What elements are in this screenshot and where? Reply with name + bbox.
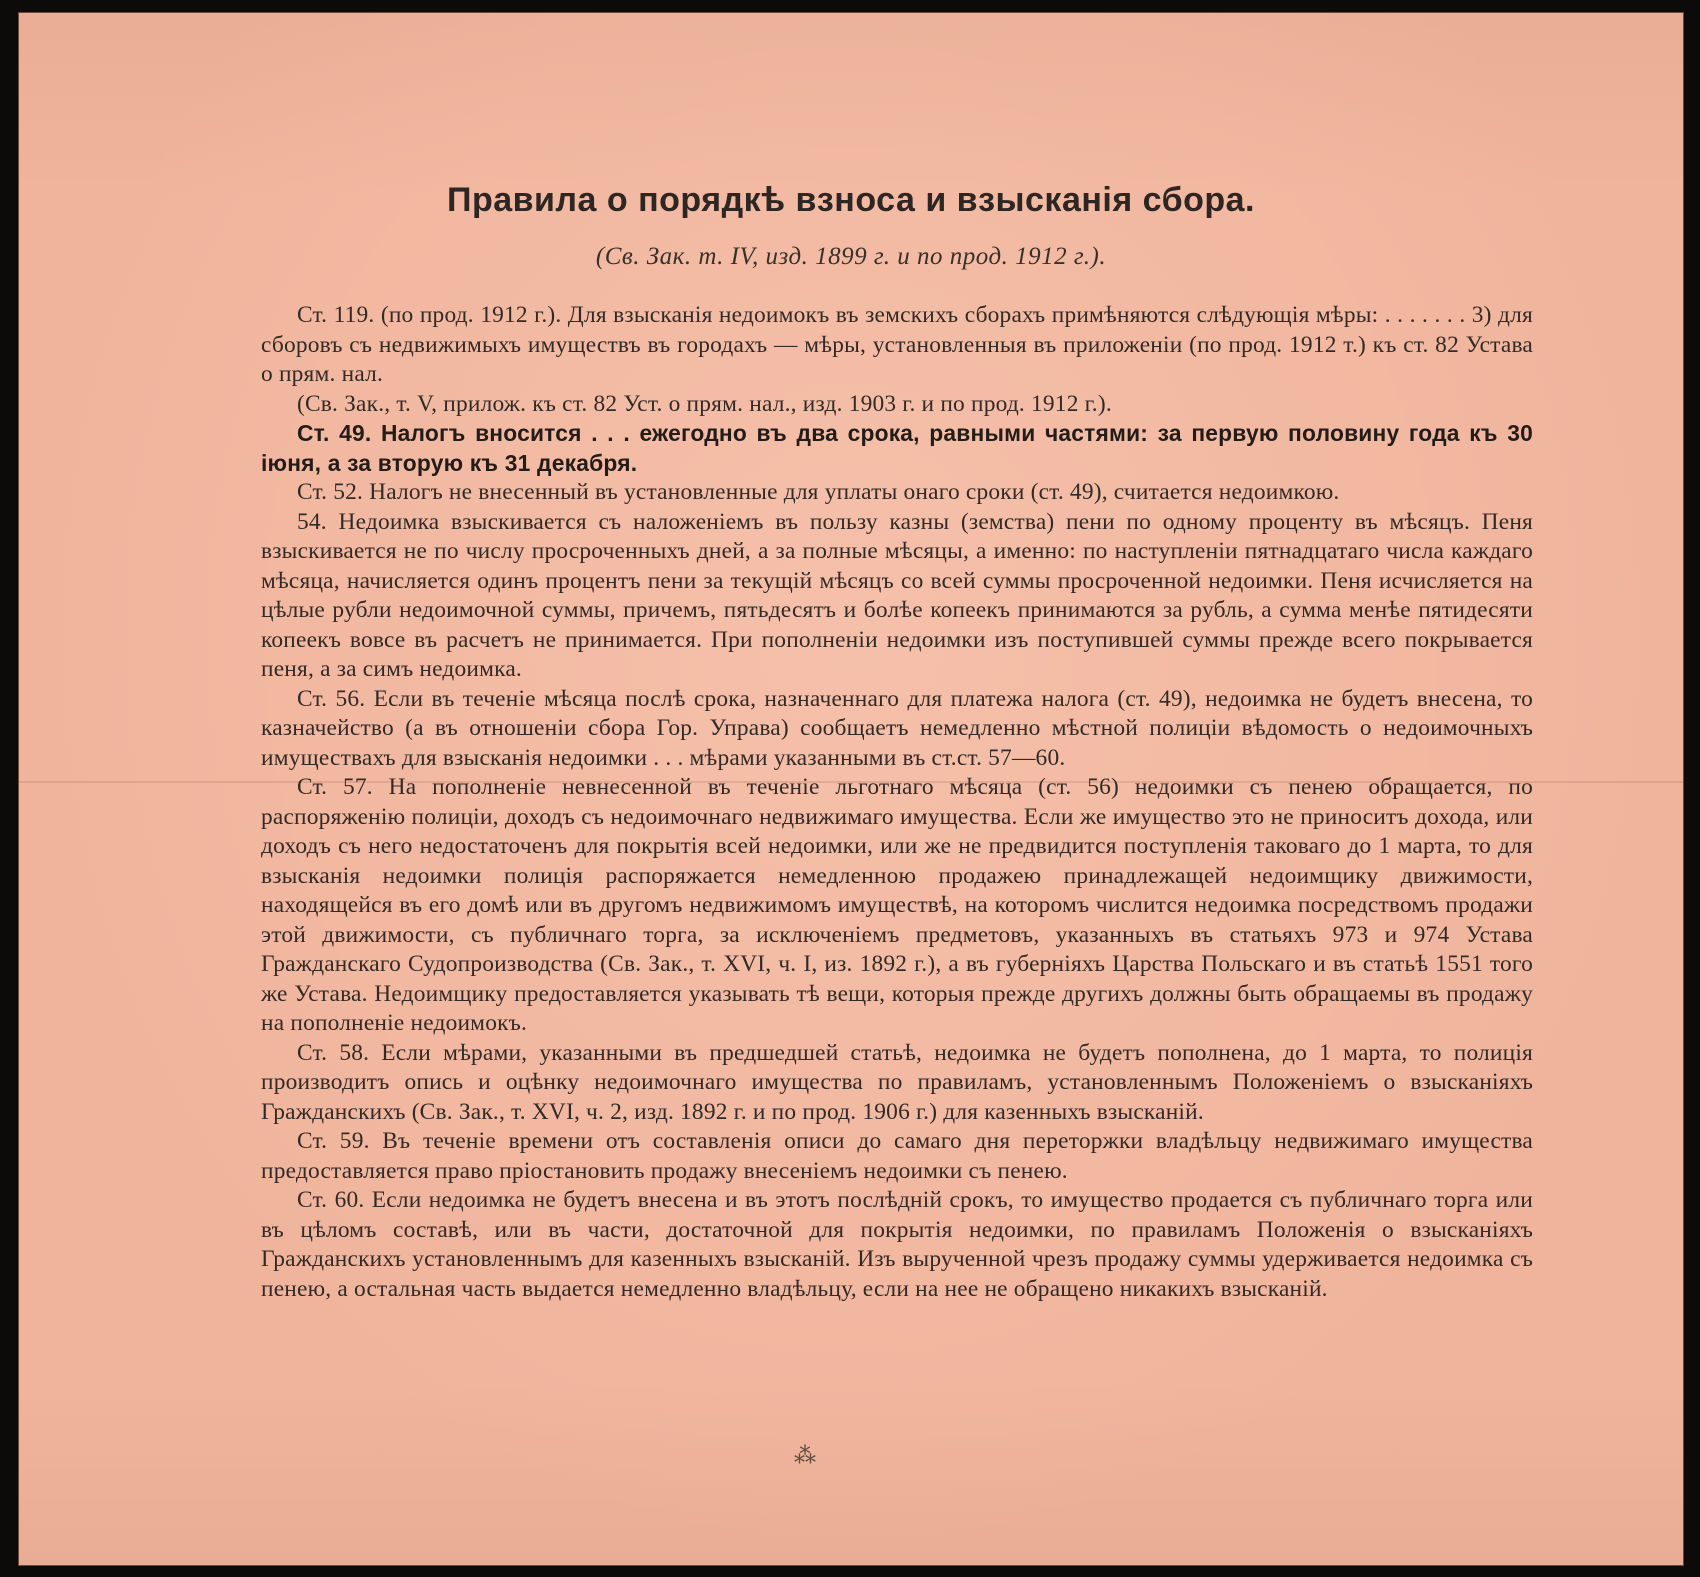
paragraph-st-56: Ст. 56. Если въ теченіе мѣсяца послѣ срока, назначеннаго для платежа налога (ст. 49), недоимка не будетъ внесена, то казначейство (а въ отношеніи сбора Гор. Управа) сообщаетъ немедленно мѣстной полиціи вѣдомость о недоимочныхъ имуществахъ для взысканія недоимки . . . мѣрами указанными въ ст.ст. 57—60. [261,685,1533,771]
paragraph-st-59: Ст. 59. Въ теченіе времени отъ составленія описи до самаго дня переторжки владѣльцу недвижимаго имущества предоставляется право пріостановить продажу внесеніемъ недоимки съ пенею. [261,1128,1533,1184]
paragraph-st-119: Ст. 119. (по прод. 1912 г.). Для взысканія недоимокъ въ земскихъ сборахъ примѣняются слѣдующія мѣры: . . . . . . . 3) для сборовъ съ недвижимыхъ имуществъ въ городахъ — мѣры, установленныя въ приложеніи (по прод. 1912 т.) къ ст. 82 Устава о прям. нал. [261,302,1533,387]
paragraph-st-60: Ст. 60. Если недоимка не будетъ внесена и въ этотъ послѣдній срокъ, то имущество продается съ публичнаго торга или въ цѣломъ составѣ, или въ части, достаточной для покрытія недоимки, по правиламъ Положенія о взысканіяхъ Гражданскихъ установленнымъ для казенныхъ взысканій. Изъ вырученной чрезъ продажу суммы удерживается недоимка съ пенею, а остальная часть выдается немедленно владѣльцу, если на нее не обращено никакихъ взысканій. [261,1187,1533,1302]
paragraph-st-54: 54. Недоимка взыскивается съ наложеніемъ въ пользу казны (земства) пени по одному проценту въ мѣсяцъ. Пеня взыскивается не по числу просроченныхъ дней, а за полные мѣсяцы, а именно: по наступленіи пятнадцатаго числа каждаго мѣсяца, начисляется одинъ процентъ пени за текущій мѣсяцъ со всей суммы просроченной недоимки. Пеня исчисляется на цѣлые рубли недоимочной суммы, причемъ, пятьдесятъ и болѣе копеекъ принимаются за рубль, а сумма менѣе пятидесяти копеекъ вовсе въ расчетъ не принимается. При пополненіи недоимки изъ поступившей суммы прежде всего покрывается пеня, а за симъ недоимка. [261,508,1533,682]
paragraph-citation: (Св. Зак., т. V, прилож. къ ст. 82 Уст. о прям. нал., изд. 1903 г. и по прод. 1912 г.). [297,390,1112,417]
paragraph-st-57: Ст. 57. На пополненіе невнесенной въ теченіе льготнаго мѣсяца (ст. 56) недоимки съ пенею обращается, по распоряженію полиціи, доходъ съ недоимочнаго недвижимаго имущества. Если же имущество это не приноситъ дохода, или доходъ съ него недостаточенъ для покрытія всей недоимки, или же не предвидится поступленія таковаго до 1 марта, то для взысканія недоимки полиція распоряжается немедленною продажею принадлежащей недоимщику движимости, находящейся въ его домѣ или въ другомъ недвижимомъ имуществѣ, на которомъ числится недоимка посредствомъ продажи этой движимости, съ публичнаго торга, за исключеніемъ предметовъ, указанныхъ въ статьяхъ 973 и 974 Устава Гражданскаго Судопроизводства (Св. Зак., т. XVI, ч. I, из. 1892 г.), а въ губерніяхъ Царства Польскаго и въ статьѣ 1551 того же Устава. Недоимщику предоставляется указывать тѣ вещи, которыя прежде другихъ должны быть обращаемы въ продажу на пополненіе недоимокъ. [261,774,1533,1036]
paragraph-st-52: Ст. 52. Налогъ не внесенный въ установленные для уплаты онаго сроки (ст. 49), считается недоимкою. [297,479,1340,505]
document-sheet [18,12,1684,1566]
document-title: Правила о порядкѣ взноса и взысканія сбора. [447,181,1255,219]
document-body [261,301,1533,1304]
document-subtitle: (Св. Зак. т. IV, изд. 1899 г. и по прод. 1912 г.). [595,243,1107,270]
paragraph-st-49: Ст. 49. Налогъ вносится . . . ежегодно въ два срока, равными частями: за первую половину года къ 30 іюня, а за вторую къ 31 декабря. [261,420,1533,476]
ink-smudge-mark: ⁂ [794,1443,816,1468]
paragraph-st-58: Ст. 58. Если мѣрами, указанными въ предшедшей статьѣ, недоимка не будетъ пополнена, до 1 марта, то полиція производитъ опись и оцѣнку недоимочнаго имущества по правиламъ, установленнымъ Положеніемъ о взысканіяхъ Гражданскихъ (Св. Зак., т. XVI, ч. 2, изд. 1892 г. и по прод. 1906 г.) для казенныхъ взысканій. [261,1039,1533,1125]
